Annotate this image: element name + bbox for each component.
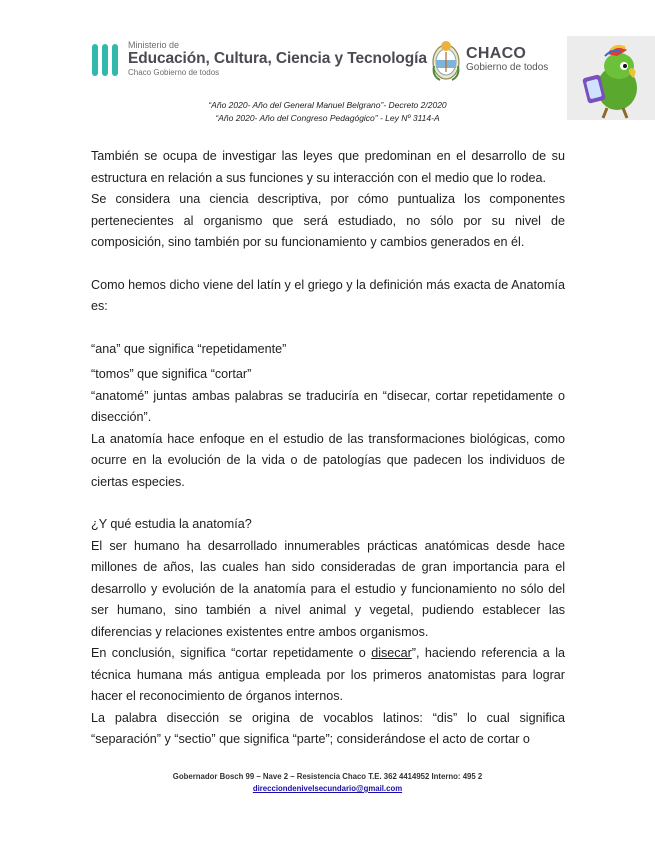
ministry-logo-icon — [92, 44, 118, 76]
section-question: ¿Y qué estudia la anatomía? — [91, 517, 252, 531]
province-seal-icon — [430, 38, 462, 82]
chaco-title: CHACO — [466, 45, 527, 62]
footer-email-link[interactable]: direcciondenivelsecundario@gmail.com — [252, 784, 403, 793]
paragraph: “tomos” que significa “cortar” — [91, 367, 252, 381]
footer-address: Gobernador Bosch 99 – Nave 2 – Resistencia Chaco T.E. 362 4414952 Interno: 495 2 — [172, 772, 483, 781]
paragraph: Se considera una ciencia descriptiva, por cómo puntualiza los componentes pertenecientes al organismo que será estudiado, no sólo por su nivel de composición, sino también por su funcionamiento y cambios generados en él. — [91, 192, 565, 249]
paragraph: También se ocupa de investigar las leyes que predominan en el desarrollo de su estructura en relación a sus funciones y su interacción con el medio que lo rodea. — [91, 149, 565, 185]
paragraph: La anatomía hace enfoque en el estudio de las transformaciones biológicas, como ocurre en la evolución de la vida o de patologías que padecen los individuos de ciertas especies. — [91, 431, 565, 489]
paragraph-text: ”, haciendo referencia a la técnica humana más antigua empleada por los primeros anatomistas para lograr hacer el reconocimiento de órganos internos. — [91, 646, 565, 703]
paragraph — [91, 643, 565, 708]
paragraph: Como hemos dicho viene del latín y el griego y la definición más exacta de Anatomía es: — [91, 277, 565, 313]
ministry-name: Educación, Cultura, Ciencia y Tecnología — [128, 50, 427, 67]
paragraph: “ana” que significa “repetidamente” — [91, 341, 287, 356]
chaco-subtitle: Gobierno de todos — [466, 62, 549, 73]
ministry-subtitle: Chaco Gobierno de todos — [128, 68, 220, 77]
underlined-term: disecar — [371, 646, 412, 660]
document-body — [91, 146, 565, 751]
ministry-name-block — [128, 40, 427, 78]
paragraph-text: En conclusión, significa “cortar repetidamente o — [91, 646, 372, 660]
chaco-brand — [466, 46, 548, 74]
paragraph: El ser humano ha desarrollado innumerables prácticas anatómicas desde hace millones de años, las cuales han sido consideradas de gran importancia para el desarrollo y evolución de la anatomía para el estudio y funcionamiento no sólo del ser humano, sino también a nivel animal y vegetal, pudiendo establecer las diferencias y relaciones existentes entre ambos organismos. — [91, 538, 565, 639]
paragraph: “anatomé” juntas ambas palabras se traduciría en “disecar, cortar repetidamente o disección”. — [91, 388, 565, 424]
decree-line-2: “Año 2020- Año del Congreso Pedagógico” - Ley Nº 3114-A — [215, 113, 440, 123]
ministry-small-label: Ministerio de — [128, 40, 180, 50]
decree-line-1: “Año 2020- Año del General Manuel Belgrano”- Decreto 2/2020 — [208, 100, 447, 110]
paragraph: La palabra disección se origina de vocablos latinos: “dis” lo cual significa “separación” y “sectio” que significa “parte”; considerándose el acto de cortar o — [91, 710, 565, 746]
footer — [0, 771, 655, 795]
